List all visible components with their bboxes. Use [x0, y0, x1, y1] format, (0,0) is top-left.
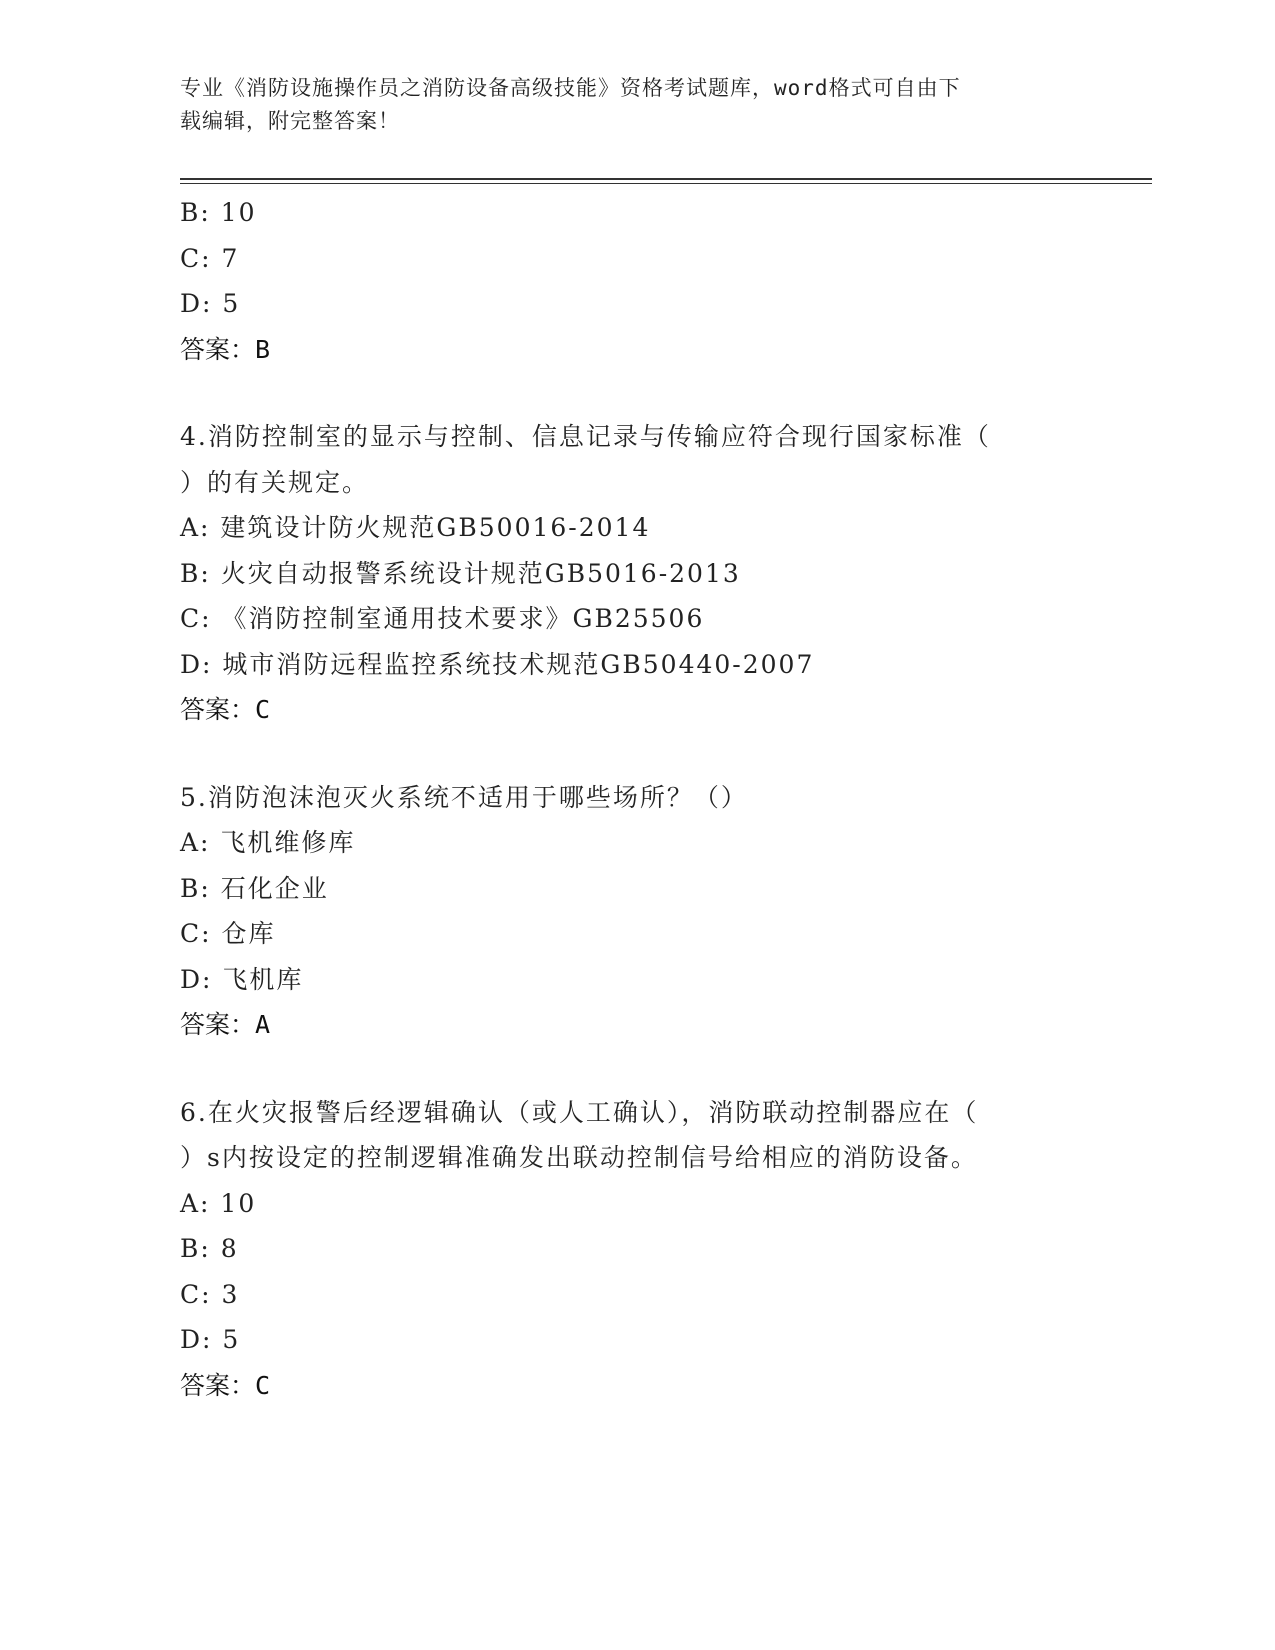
spacer	[180, 733, 1060, 775]
option-a: A: 飞机维修库	[180, 828, 356, 857]
question-text-line: ）s内按设定的控制逻辑准确发出联动控制信号给相应的消防设备。	[180, 1143, 978, 1172]
spacer	[180, 1048, 1060, 1090]
option-d: D: 飞机库	[180, 964, 304, 994]
question-text-line: ）的有关规定。	[180, 467, 370, 497]
option-c: C: 仓库	[180, 919, 276, 948]
answer-line: 答案：A	[180, 1010, 271, 1039]
question-block-5	[180, 775, 1060, 1048]
answer-line: 答案：B	[180, 334, 271, 364]
option-d: D: 5	[180, 1325, 241, 1354]
option-b: B: 8	[180, 1234, 239, 1263]
answer-line: 答案：C	[180, 1370, 271, 1400]
question-block-prev	[180, 190, 1060, 372]
option-c: C: 7	[180, 243, 240, 273]
header-line-1: 专业《消防设施操作员之消防设备高级技能》资格考试题库，word格式可自由下	[180, 76, 961, 100]
option-d: D: 城市消防远程监控系统技术规范GB50440-2007	[180, 649, 815, 679]
option-c: C: 《消防控制室通用技术要求》GB25506	[180, 604, 705, 633]
header-line-2: 载编辑，附完整答案！	[180, 109, 400, 133]
option-d: D: 5	[180, 289, 241, 318]
question-text-line: 5.消防泡沫泡灭火系统不适用于哪些场所？（）	[180, 782, 748, 812]
option-b: B: 火灾自动报警系统设计规范GB5016-2013	[180, 558, 741, 588]
question-text-line: 4.消防控制室的显示与控制、信息记录与传输应符合现行国家标准（	[180, 422, 991, 451]
option-b: B: 10	[180, 198, 257, 227]
question-block-4	[180, 414, 1060, 733]
header-divider-thick	[180, 178, 1152, 180]
option-a: A: 建筑设计防火规范GB50016-2014	[180, 513, 651, 542]
option-b: B: 石化企业	[180, 873, 329, 903]
answer-line: 答案：C	[180, 695, 271, 724]
question-text-line: 6.在火灾报警后经逻辑确认（或人工确认），消防联动控制器应在（	[180, 1097, 979, 1127]
header-divider-thin	[180, 183, 1152, 184]
spacer	[180, 372, 1060, 414]
document-header	[180, 72, 1060, 138]
option-c: C: 3	[180, 1279, 240, 1309]
option-a: A: 10	[180, 1188, 257, 1218]
question-block-6	[180, 1090, 1060, 1409]
question-list	[180, 190, 1060, 1408]
